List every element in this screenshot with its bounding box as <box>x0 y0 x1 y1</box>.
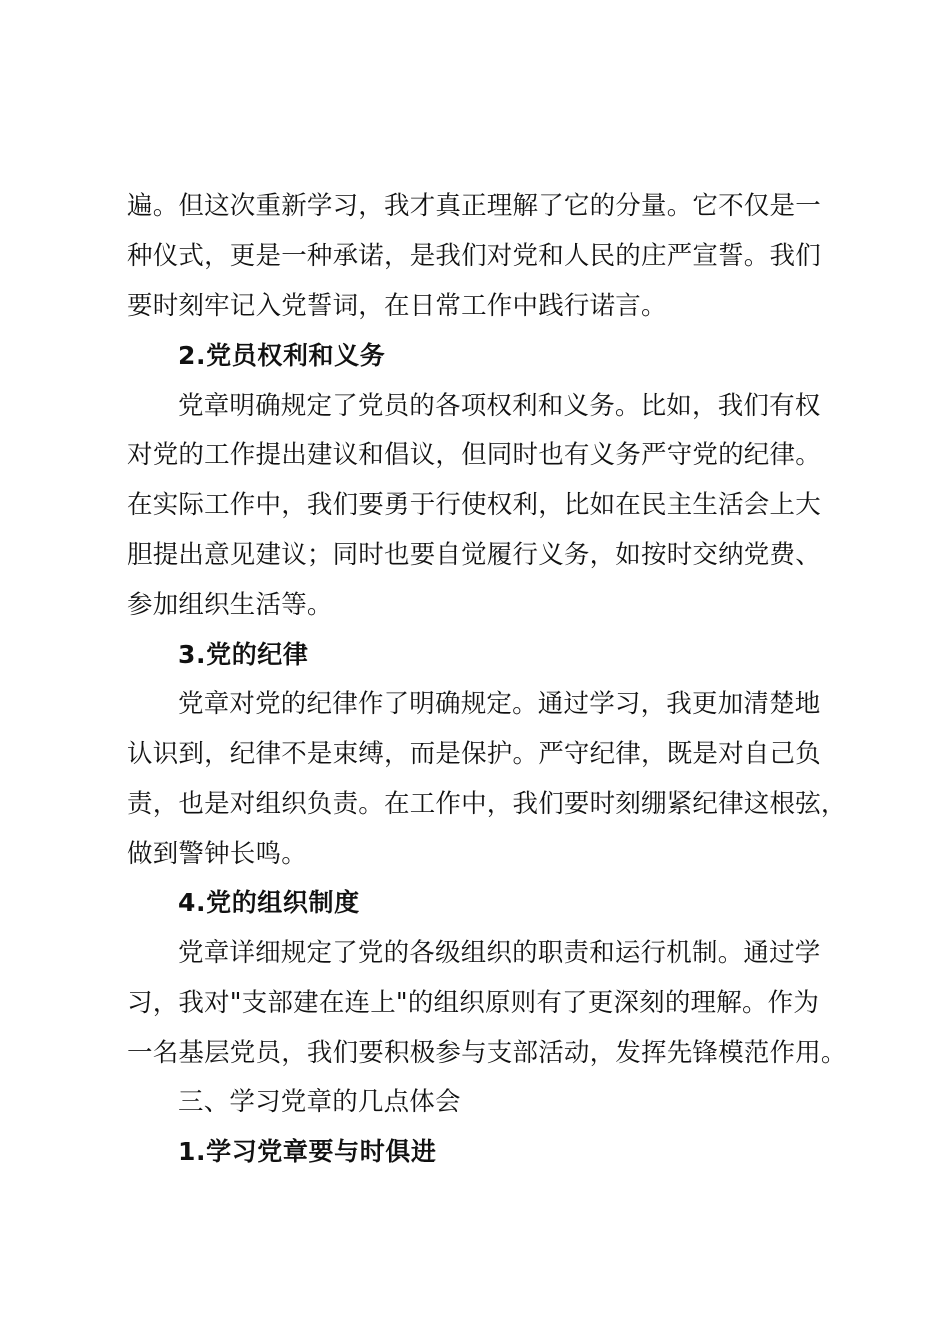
paragraph-line: 在实际工作中，我们要勇于行使权利，比如在民主生活会上大 <box>127 490 821 520</box>
paragraph-line: 认识到，纪律不是束缚，而是保护。严守纪律，既是对自己负 <box>127 739 821 769</box>
paragraph-line: 做到警钟长鸣。 <box>127 839 307 869</box>
part-title: 三、学习党章的几点体会 <box>178 1087 461 1117</box>
section-heading: 3.党的纪律 <box>178 640 309 669</box>
paragraph-line: 遍。但这次重新学习，我才真正理解了它的分量。它不仅是一 <box>127 191 821 221</box>
paragraph-line: 党章详细规定了党的各级组织的职责和运行机制。通过学 <box>178 938 821 968</box>
section-heading: 2.党员权利和义务 <box>178 341 386 370</box>
paragraph-line: 党章明确规定了党员的各项权利和义务。比如，我们有权 <box>178 391 821 421</box>
paragraph-line: 党章对党的纪律作了明确规定。通过学习，我更加清楚地 <box>178 689 821 719</box>
section-heading: 4.党的组织制度 <box>178 888 360 917</box>
paragraph-line: 种仪式，更是一种承诺，是我们对党和人民的庄严宣誓。我们 <box>127 241 821 271</box>
paragraph-line: 参加组织生活等。 <box>127 590 333 620</box>
paragraph-line: 一名基层党员，我们要积极参与支部活动，发挥先锋模范作用。 <box>127 1038 847 1068</box>
paragraph-line: 对党的工作提出建议和倡议，但同时也有义务严守党的纪律。 <box>127 440 821 470</box>
paragraph-line: 要时刻牢记入党誓词，在日常工作中践行诺言。 <box>127 291 667 321</box>
paragraph-line: 胆提出意见建议；同时也要自觉履行义务，如按时交纳党费、 <box>127 540 821 570</box>
paragraph-line: 习，我对"支部建在连上"的组织原则有了更深刻的理解。作为 <box>127 988 820 1018</box>
section-heading: 1.学习党章要与时俱进 <box>178 1137 437 1166</box>
paragraph-line: 责，也是对组织负责。在工作中，我们要时刻绷紧纪律这根弦， <box>127 789 847 819</box>
